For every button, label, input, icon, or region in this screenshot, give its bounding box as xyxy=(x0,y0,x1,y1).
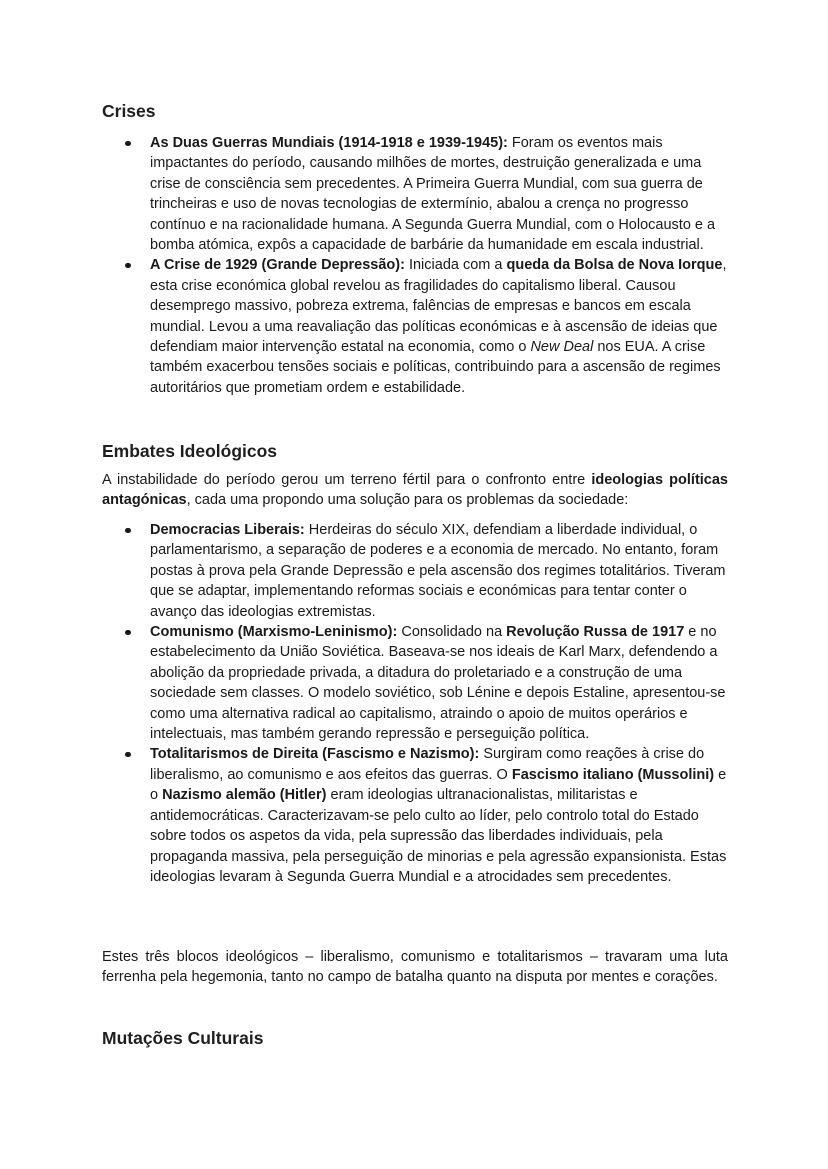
item-text: Herdeiras do século XIX, defendiam a liberdade individual, o parlamentarismo, a separação de poderes e a economia de mercado. No entanto, foram postas à prova pela Grande Depressão e pela ascensão dos regimes totalitários. Tiveram que se adaptar, implementando reformas sociais e económicas para tentar conter o avanço das ideologias extremistas. xyxy=(150,522,726,620)
item-term: Comunismo (Marxismo-Leninismo): xyxy=(150,624,398,641)
item-emphasis: queda da Bolsa de Nova Iorque xyxy=(506,257,723,274)
ideologies-list xyxy=(121,520,735,887)
item-emphasis: Revolução Russa de 1917 xyxy=(506,624,685,641)
item-text: e o xyxy=(150,766,727,804)
embates-conclusion-paragraph: Estes três blocos ideológicos – liberalismo, comunismo e totalitarismos – travaram uma luta ferrenha pela hegemonia, tanto no campo de batalha quanto na disputa por mentes e corações. xyxy=(102,949,728,986)
item-text: e no estabelecimento da União Soviética. Baseava-se nos ideais de Karl Marx, defendendo a abolição da propriedade privada, a ditadura do proletariado e a construção de uma sociedade sem classes. O modelo soviético, sob Lénine e depois Estaline, apresentou-se como uma alternativa radical ao capitalismo, atraindo o apoio de muitos operários e intelectuais, mas também gerando repressão e perseguição política. xyxy=(150,624,726,743)
section-heading-crises: Crises xyxy=(102,101,156,121)
item-text: Surgiram como reações à crise do liberalismo, ao comunismo e aos efeitos das guerras. O xyxy=(150,746,705,783)
item-text: Foram os eventos mais impactantes do período, causando milhões de mortes, destruição generalizada e uma crise de consciência sem precedentes. A Primeira Guerra Mundial, com sua guerra de trincheiras e uso de novas tecnologias de extermínio, abalou a crença no progresso contínuo e na racionalidade humana. A Segunda Guerra Mundial, com o Holocausto e a bomba atómica, expôs a capacidade de barbárie da humanidade em escala industrial. xyxy=(150,135,716,254)
crises-list xyxy=(121,133,735,398)
item-text: nos EUA. A crise também exacerbou tensões sociais e políticas, contribuindo para a ascensão de regimes autoritários que prometiam ordem e estabilidade. xyxy=(150,339,721,396)
item-emphasis: Nazismo alemão (Hitler) xyxy=(162,787,327,804)
list-item-guerras xyxy=(121,133,735,255)
item-italic: New Deal xyxy=(530,339,594,356)
item-term: Totalitarismos de Direita (Fascismo e Nazismo): xyxy=(150,746,480,763)
item-text: Consolidado na xyxy=(397,624,507,641)
embates-intro-paragraph xyxy=(102,470,728,511)
section-heading-mutacoes: Mutações Culturais xyxy=(102,1028,264,1048)
item-text: Iniciada com a xyxy=(404,257,507,274)
item-term: As Duas Guerras Mundiais (1914-1918 e 1939-1945): xyxy=(150,135,508,151)
item-term: A Crise de 1929 (Grande Depressão): xyxy=(150,257,405,274)
para-text: , cada uma propondo uma solução para os problemas da sociedade: xyxy=(186,492,629,509)
item-emphasis: Fascismo italiano (Mussolini) xyxy=(511,766,715,783)
list-item-crise-1929 xyxy=(121,255,735,398)
list-item-democracias xyxy=(121,520,735,622)
section-heading-embates: Embates Ideológicos xyxy=(102,441,278,461)
item-text: eram ideologias ultranacionalistas, militaristas e antidemocráticas. Caracterizavam-se pelo culto ao líder, pelo controlo total do Estado sobre todos os aspetos da vida, pela supressão das liberdades individuais, pela propaganda massiva, pela perseguição de minorias e pela agressão expansionista. Estas ideologias levaram à Segunda Guerra Mundial e a atrocidades sem precedentes. xyxy=(150,787,727,885)
item-term: Democracias Liberais: xyxy=(150,522,305,538)
list-item-comunismo xyxy=(121,622,735,744)
item-text: , esta crise económica global revelou as fragilidades do capitalismo liberal. Causou desemprego massivo, pobreza extrema, falências de empresas e bancos em escala mundial. Levou a uma reavaliação das políticas económicas e à ascensão de ideias que defendiam maior intervenção estatal na economia, como o xyxy=(150,257,727,356)
para-text: A instabilidade do período gerou um terreno fértil para o confronto entre xyxy=(102,472,592,488)
para-emphasis: ideologias políticas antagónicas xyxy=(102,472,728,509)
list-item-totalitarismos xyxy=(121,744,735,887)
